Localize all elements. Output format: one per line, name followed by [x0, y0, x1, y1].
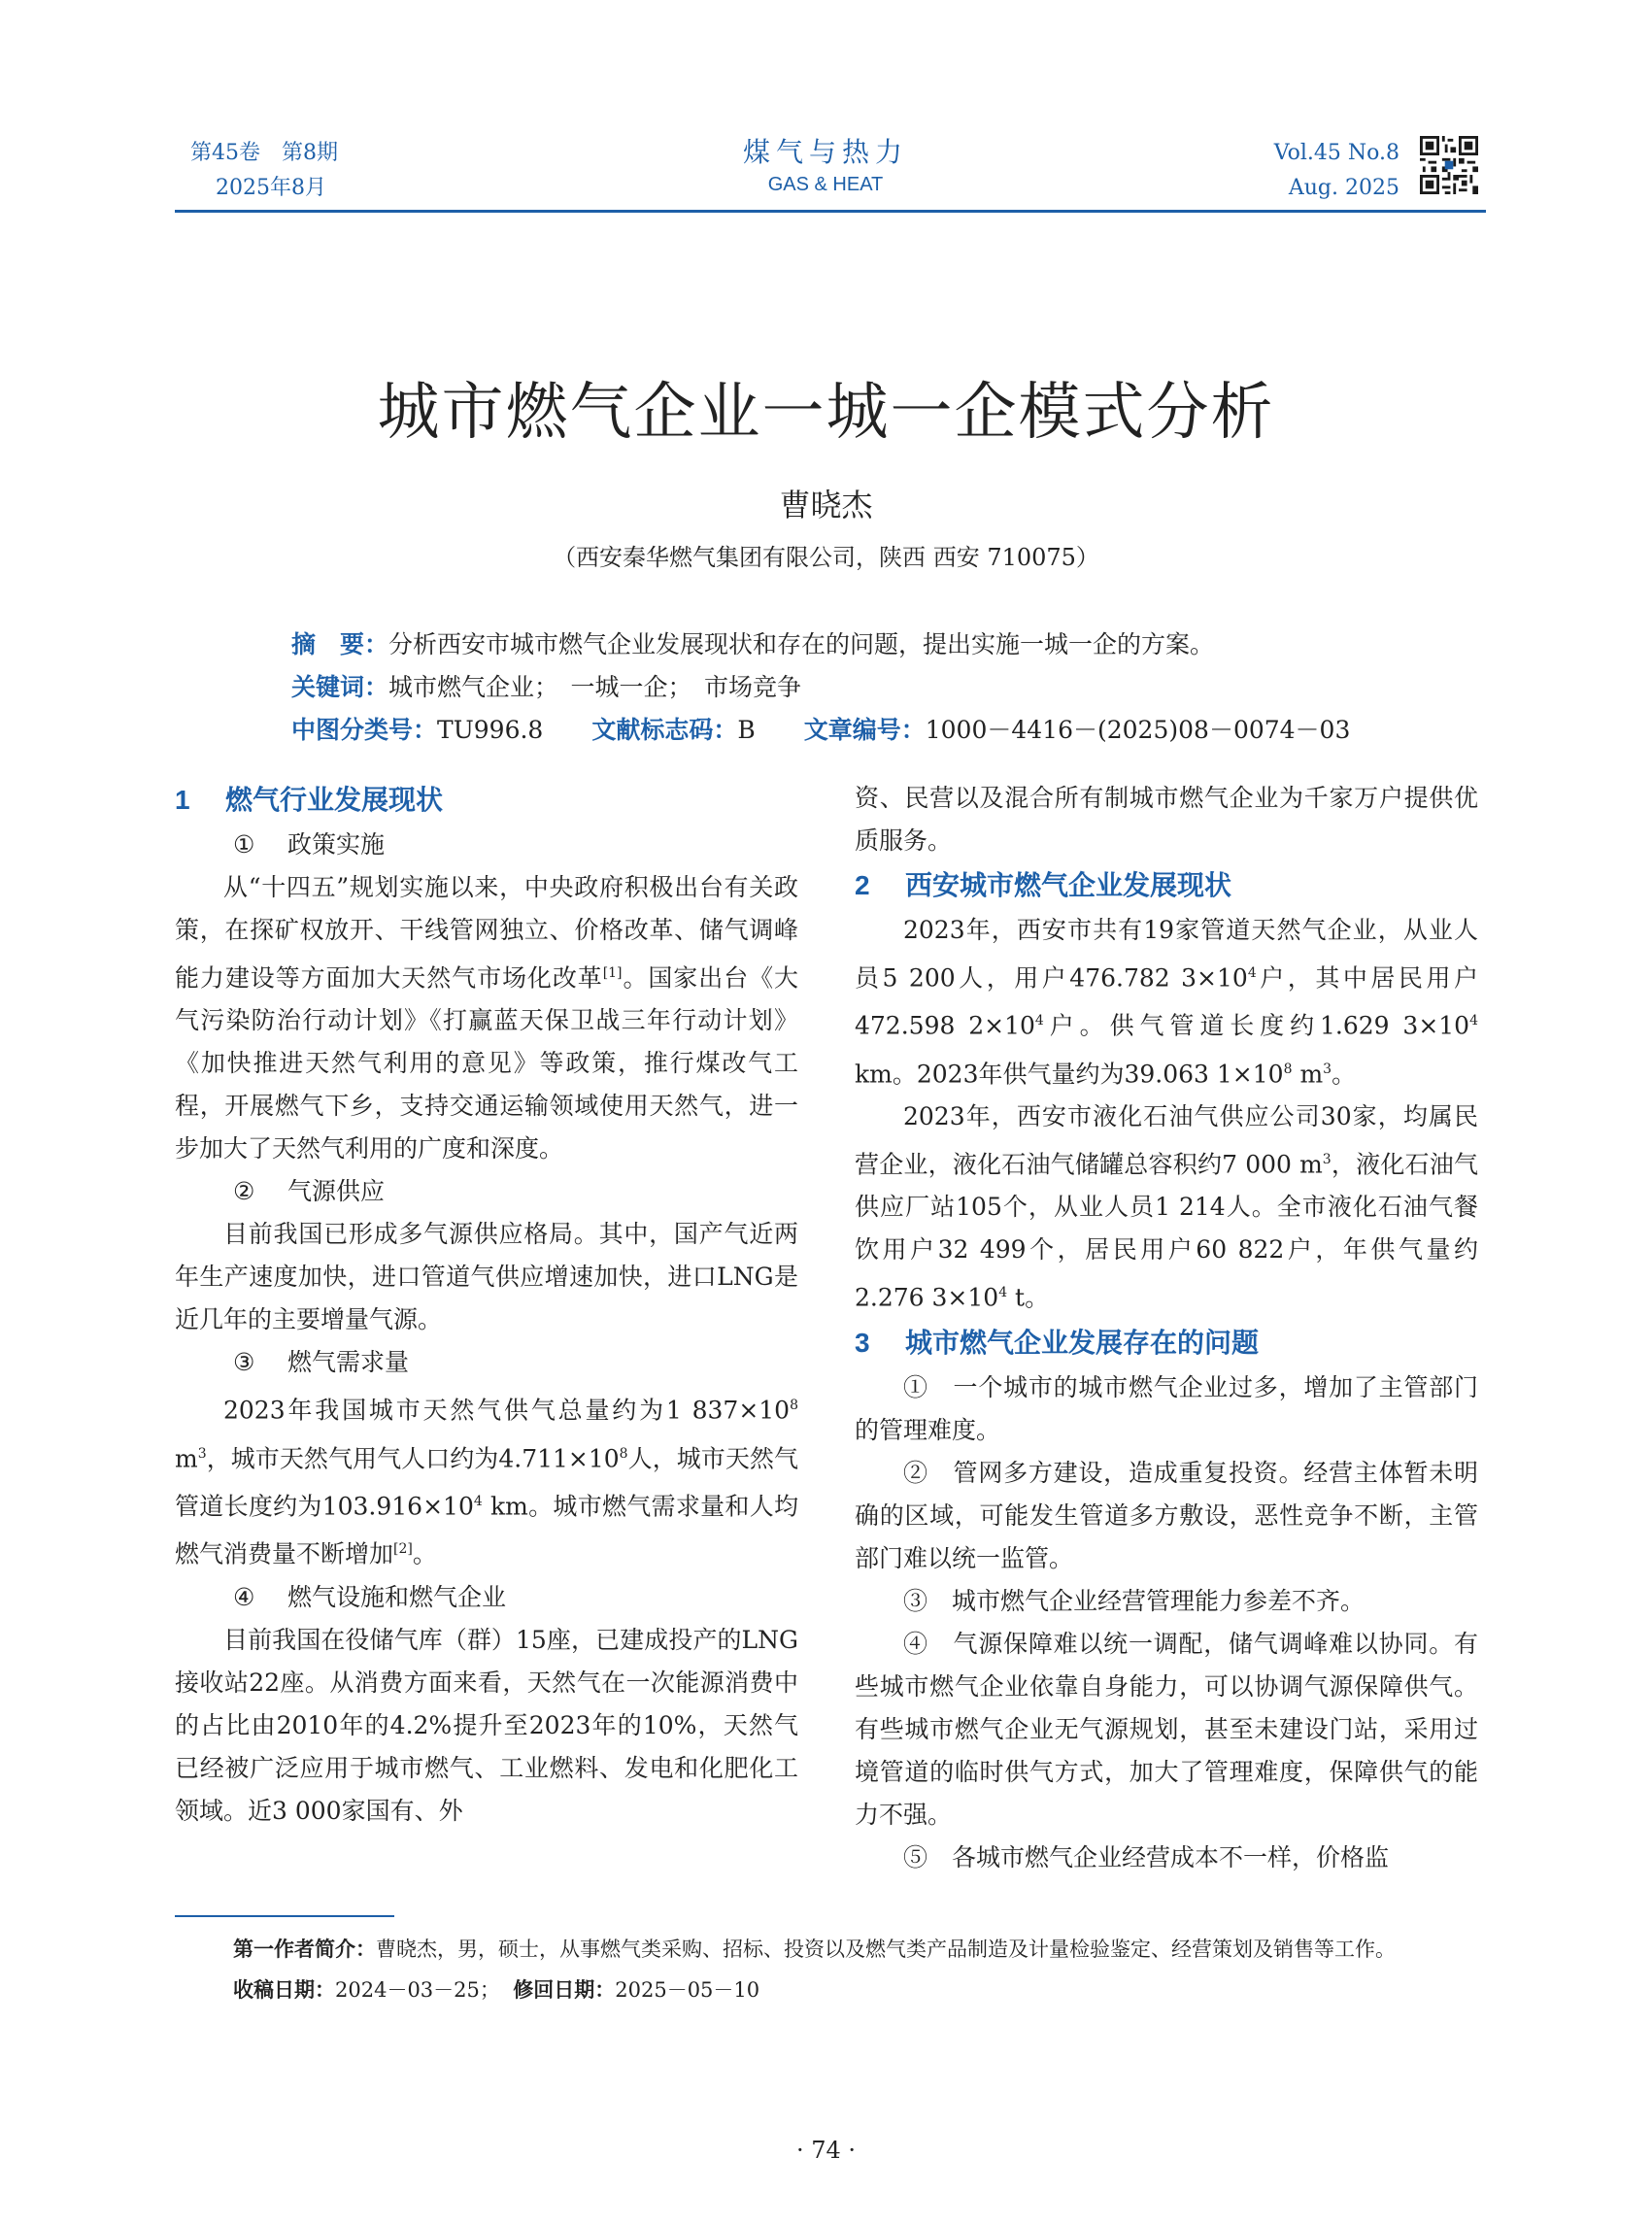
clc-label: 中图分类号：	[291, 716, 438, 744]
subsection-heading	[175, 1170, 798, 1213]
header-volume-en	[1274, 136, 1399, 206]
abstract-text: 分析西安市城市燃气企业发展现状和存在的问题，提出实施一城一企的方案。	[388, 630, 1215, 658]
revised-date: 2025－05－10	[615, 1978, 760, 2002]
subsection-title: 气源供应	[287, 1177, 386, 1206]
section-title: 西安城市燃气企业发展现状	[905, 870, 1232, 900]
section-number: 1	[175, 785, 190, 815]
paragraph: 目前我国在役储气库（群）15座，已建成投产的LNG接收站22座。从消费方面来看，天然气在一次能源消费中的占比由2010年的4.2%提升至2023年的10%，天然气已经被广泛应用于城市燃气、工业燃料、发电和化肥化工领域。近3 000家国有、外	[175, 1625, 798, 1825]
list-item: ③ 城市燃气企业经营管理能力参差不齐。	[903, 1586, 1365, 1615]
abstract	[291, 625, 1457, 664]
citation: [1]	[602, 965, 623, 981]
header-date-en: Aug. 2025	[1288, 176, 1399, 200]
header-issue-info	[190, 136, 338, 206]
classification	[291, 711, 1457, 750]
paragraph-continued: 资、民营以及混合所有制城市燃气企业为千家万户提供优质服务。	[855, 784, 1478, 855]
section-title: 城市燃气企业发展存在的问题	[905, 1327, 1260, 1358]
header-journal	[631, 134, 1020, 198]
subsection-title: 政策实施	[287, 830, 386, 859]
header-date: 2025年8月	[216, 176, 326, 200]
section-title: 燃气行业发展现状	[225, 785, 444, 815]
qr-code-icon	[1420, 136, 1478, 194]
subsection-number: ④	[233, 1582, 255, 1611]
subsection-heading	[175, 824, 798, 866]
citation: [2]	[393, 1541, 413, 1558]
author-bio	[233, 1933, 1496, 1966]
paragraph: 2023年，西安市共有19家管道天然气企业，从业人员5 200人，用户476.782 $3\times 10^4$户，其中居民用户472.598 $2\times 10^4$户。供气管道长度约1.629 $3\times 10^4$ km。2023年供气量约为39.063 $1\times 10^8$ $m^3$。	[855, 916, 1479, 1088]
doc-code-value: B	[737, 716, 756, 744]
header-volume-issue-en: Vol.45 No.8	[1273, 141, 1399, 165]
header-volume-issue: 第45卷 第8期	[190, 141, 338, 165]
section-1-heading	[175, 779, 798, 822]
keywords-label: 关键词：	[291, 673, 389, 701]
subsection-number: ③	[233, 1348, 255, 1377]
subsection-number: ②	[233, 1177, 255, 1206]
revised-label: 修回日期：	[513, 1977, 616, 2002]
journal-name-en: GAS & HEAT	[767, 174, 884, 195]
abstract-label: 摘 要：	[291, 630, 389, 658]
list-item: ② 管网多方建设，造成重复投资。经营主体暂未明确的区域，可能发生管道多方敷设，恶性竞争不断，主管部门难以统一监管。	[855, 1458, 1478, 1572]
list-item: ④ 气源保障难以统一调配，储气调峰难以协同。有些城市燃气企业依靠自身能力，可以协调气源保障供气。有些城市燃气企业无气源规划，甚至未建设门站，采用过境管道的临时供气方式，加大了管理难度，保障供气的能力不强。	[855, 1629, 1478, 1829]
received-date: 2024－03－25；	[335, 1978, 500, 2002]
doc-code-label: 文献标志码：	[591, 716, 738, 744]
journal-name-cn: 煤气与热力	[742, 136, 908, 168]
article-title: 城市燃气企业一城一企模式分析	[377, 377, 1275, 449]
subsection-title: 燃气需求量	[287, 1348, 410, 1377]
subsection-heading	[175, 1341, 798, 1384]
received-label: 收稿日期：	[233, 1977, 335, 2002]
author-name: 曹晓杰	[779, 487, 873, 523]
left-column	[175, 777, 798, 1833]
bio-label: 第一作者简介：	[233, 1937, 376, 1961]
page-number: · 74 ·	[795, 2137, 857, 2164]
section-2-heading	[855, 864, 1478, 907]
subsection-number: ①	[233, 830, 255, 859]
paragraph: 从“十四五”规划实施以来，中央政府积极出台有关政策，在探矿权放开、干线管网独立、价格改革、储气调峰能力建设等方面加大天然气市场化改革[1]。国家出台《大气污染防治行动计划》《打赢蓝天保卫战三年行动计划》《加快推进天然气利用的意见》等政策，推行煤改气工程，开展燃气下乡，支持交通运输领域使用天然气，进一步加大了天然气利用的广度和深度。	[175, 873, 798, 1163]
subsection-title: 燃气设施和燃气企业	[287, 1582, 507, 1611]
keywords	[291, 668, 1457, 707]
article-number-value: 1000－4416－(2025)08－0074－03	[925, 716, 1351, 744]
footnote-rule	[175, 1915, 394, 1917]
header-rule	[175, 210, 1486, 213]
section-3-heading	[855, 1322, 1478, 1365]
keywords-text: 城市燃气企业； 一城一企； 市场竞争	[388, 673, 802, 701]
paragraph: 目前我国已形成多气源供应格局。其中，国产气近两年生产速度加快，进口管道气供应增速加快，进口LNG是近几年的主要增量气源。	[175, 1220, 798, 1334]
author-affiliation: （西安秦华燃气集团有限公司，陕西 西安 710075）	[553, 544, 1099, 571]
paragraph: 2023年，西安市液化石油气供应公司30家，均属民营企业，液化石油气储罐总容积约7 000 $m^3$，液化石油气供应厂站105个，从业人员1 214人。全市液化石油气餐饮用户32 499个，居民用户60 822户，年供气量约2.276 $3\times 10^4$ t。	[855, 1101, 1478, 1312]
article-number-label: 文章编号：	[803, 716, 926, 744]
subsection-heading	[175, 1576, 798, 1619]
section-number: 2	[855, 870, 870, 900]
bio-text: 曹晓杰，男，硕士，从事燃气类采购、招标、投资以及燃气类产品制造及计量检验鉴定、经营策划及销售等工作。	[376, 1938, 1396, 1961]
clc-value: TU996.8	[437, 716, 544, 744]
list-item: ① 一个城市的城市燃气企业过多，增加了主管部门的管理难度。	[855, 1372, 1478, 1444]
section-number: 3	[855, 1327, 870, 1358]
dates	[233, 1973, 1496, 2006]
paragraph: 2023年我国城市天然气供气总量约为1 $837\times 10^8$ $m^3$，城市天然气用气人口约为$4.711\times 10^8$人，城市天然气管道长度约为$103.916\times 10^4$ km。城市燃气需求量和人均燃气消费量不断增加[2]。	[175, 1396, 798, 1568]
list-item: ⑤ 各城市燃气企业经营成本不一样，价格监	[903, 1842, 1390, 1871]
right-column	[855, 777, 1478, 1879]
